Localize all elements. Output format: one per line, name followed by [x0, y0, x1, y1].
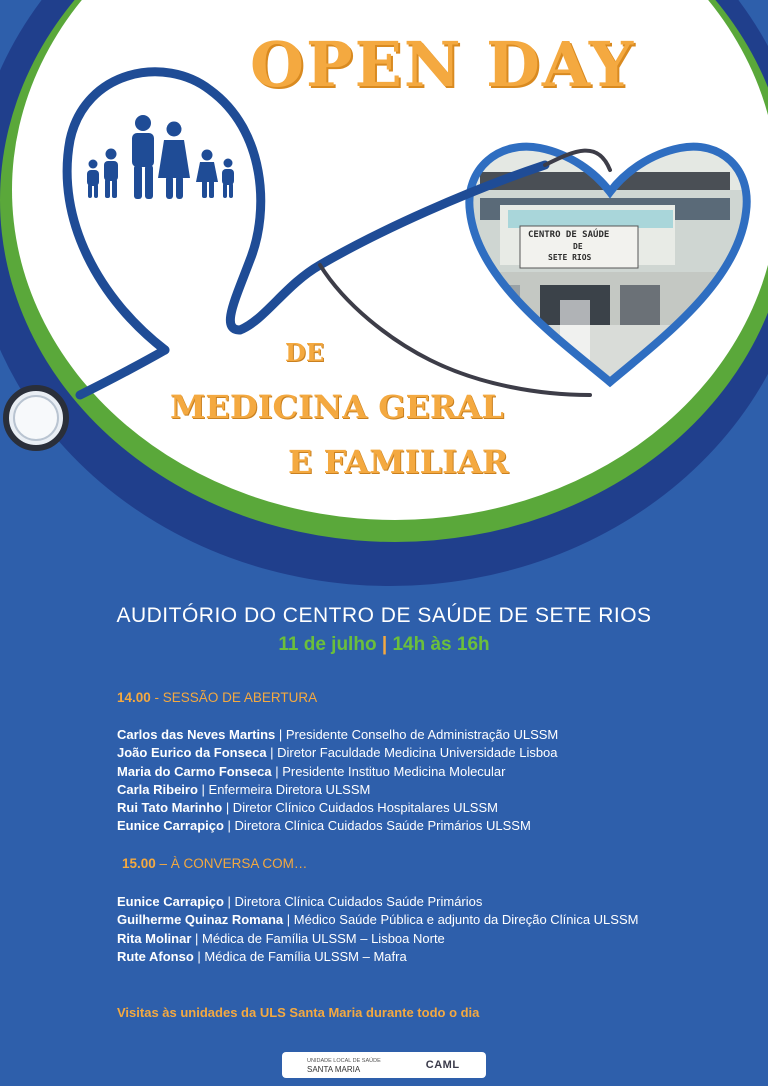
session-1-time: 14.00 — [117, 690, 151, 705]
subtitle-e-familiar: E FAMILIAR — [288, 443, 509, 481]
speaker-role: | Diretor Clínico Cuidados Hospitalares ULSSM — [222, 800, 498, 816]
session-2-heading — [122, 856, 307, 871]
speaker-role: | Médica de Família ULSSM – Mafra — [193, 948, 407, 964]
caml-logo-name: CAML — [425, 1059, 460, 1071]
event-time: 14h às 16h — [392, 634, 490, 655]
visits-note: Visitas às unidades da ULS Santa Maria durante todo o dia — [117, 1005, 480, 1020]
uls-logo-name: SANTA MARIA — [307, 1064, 361, 1074]
caml-logo — [399, 1059, 460, 1071]
venue: AUDITÓRIO DO CENTRO DE SAÚDE DE SETE RIOS — [116, 604, 652, 627]
uls-logo — [287, 1057, 381, 1074]
speaker-role: | Médica de Família ULSSM – Lisboa Norte — [191, 930, 445, 946]
session-2-speakers — [117, 893, 638, 966]
speaker-name: Carlos das Neves Martins — [117, 727, 276, 742]
date-time — [0, 634, 768, 656]
photo-sign-line1: CENTRO DE SAÚDE — [528, 230, 610, 240]
speaker-row — [117, 911, 638, 929]
speaker-role: | Diretora Clínica Cuidados Saúde Primários ULSSM — [223, 818, 531, 834]
date-separator: | — [381, 634, 388, 655]
speaker-row — [117, 744, 558, 762]
speaker-row — [117, 781, 558, 799]
uls-logo-small-text: UNIDADE LOCAL DE SAÚDE — [307, 1057, 381, 1064]
session-2-time: 15.00 — [122, 856, 156, 871]
speaker-role: | Presidente Conselho de Administração ULSSM — [275, 727, 559, 742]
speaker-name: Eunice Carrapiço — [117, 818, 224, 834]
subtitle-medicina-geral: MEDICINA GERAL — [170, 388, 504, 426]
speaker-row — [117, 799, 558, 817]
event-date: 11 de julho — [278, 634, 377, 655]
photo-sign-line3: SETE RIOS — [548, 253, 592, 262]
speaker-role: | Presidente Instituo Medicina Molecular — [271, 763, 506, 779]
speaker-name: Carla Ribeiro — [117, 781, 198, 797]
partner-logos — [282, 1052, 486, 1078]
session-1-heading — [117, 690, 317, 705]
subtitle-de: DE — [285, 338, 325, 367]
speaker-row — [117, 893, 638, 911]
speaker-role: | Diretor Faculdade Medicina Universidade Lisboa — [266, 745, 558, 761]
speaker-row — [117, 763, 558, 781]
speaker-row — [117, 726, 558, 744]
speaker-name: Maria do Carmo Fonseca — [117, 763, 272, 779]
session-1-title: - SESSÃO DE ABERTURA — [150, 690, 318, 705]
speaker-role: | Diretora Clínica Cuidados Saúde Primários — [223, 894, 483, 909]
session-1-speakers — [117, 726, 558, 836]
speaker-row — [117, 930, 638, 948]
speaker-name: João Eurico da Fonseca — [117, 745, 267, 761]
speaker-name: Guilherme Quinaz Romana — [117, 912, 284, 928]
session-2-title: – À CONVERSA COM… — [155, 856, 308, 871]
speaker-name: Rute Afonso — [117, 948, 194, 964]
page-title: OPEN DAY — [250, 28, 636, 101]
speaker-name: Rui Tato Marinho — [117, 800, 223, 816]
speaker-row — [117, 948, 638, 966]
speaker-role: | Enfermeira Diretora ULSSM — [197, 781, 371, 797]
speaker-name: Rita Molinar — [117, 930, 192, 946]
speaker-role: | Médico Saúde Pública e adjunto da Direção Clínica ULSSM — [283, 912, 639, 928]
photo-sign-line2: DE — [573, 242, 583, 251]
speaker-row — [117, 817, 558, 835]
speaker-name: Eunice Carrapiço — [117, 894, 224, 909]
